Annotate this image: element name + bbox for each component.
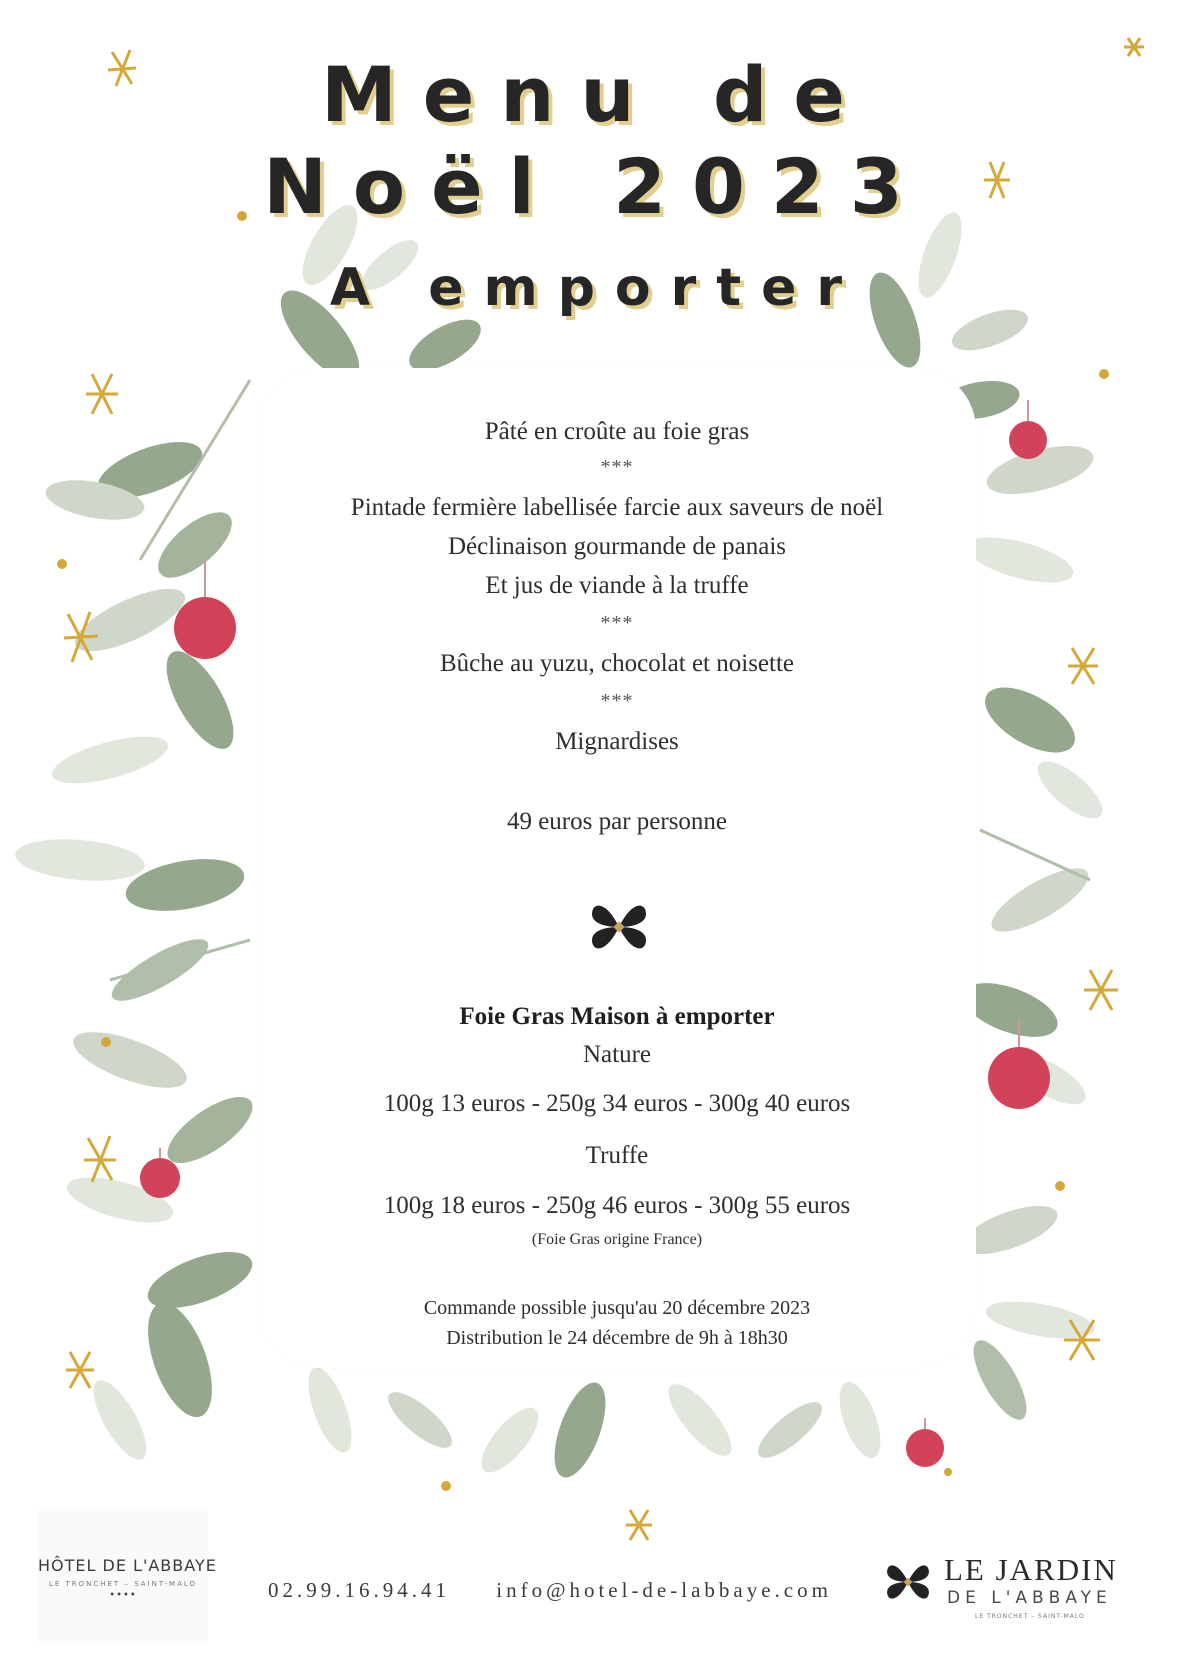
title-line-3: A emporter — [329, 258, 863, 318]
leaves-left — [14, 380, 263, 1467]
hotel-logo-location: LE TRONCHET – SAINT-MALO — [48, 1580, 198, 1588]
hotel-logo-background — [38, 1508, 217, 1643]
jardin-logo-name: LE JARDIN — [944, 1552, 1118, 1587]
foie-gras-truffe-label: Truffe — [585, 1142, 649, 1169]
separator-3: *** — [600, 690, 634, 712]
main-dish-line-2: Déclinaison gourmande de panais — [447, 533, 787, 560]
footer-contact — [230, 1578, 870, 1603]
foie-gras-truffe-prices: 100g 18 euros - 250g 46 euros - 300g 55 euros — [383, 1192, 851, 1219]
phone-number[interactable]: 02.99.16.94.41 — [268, 1578, 451, 1602]
foie-gras-nature-label: Nature — [582, 1041, 652, 1068]
email-link[interactable]: info@hotel-de-labbaye.com — [496, 1578, 832, 1602]
jardin-clover-icon — [884, 1558, 932, 1606]
separator-1: *** — [600, 456, 634, 478]
foie-gras-heading: Foie Gras Maison à emporter — [459, 1003, 775, 1030]
main-dish-line-1: Pintade fermière labellisée farcie aux saveurs de noël — [350, 494, 884, 521]
separator-2: *** — [600, 612, 634, 634]
foie-gras-origin: (Foie Gras origine France) — [531, 1231, 703, 1248]
jardin-logo-sub: DE L'ABBAYE — [947, 1588, 1112, 1608]
leaves-right — [955, 436, 1110, 1427]
order-deadline: Commande possible jusqu'au 20 décembre 2023 — [423, 1297, 811, 1319]
hotel-stars: •••• — [109, 1590, 137, 1601]
starter-dish: Pâté en croûte au foie gras — [484, 418, 750, 445]
leaves-bottom — [300, 1362, 889, 1484]
jardin-logo-location: LE TRONCHET – SAINT-MALO — [975, 1613, 1085, 1620]
hotel-logo-name: HÔTEL DE L'ABBAYE — [38, 1556, 217, 1575]
foie-gras-nature-prices: 100g 13 euros - 250g 34 euros - 300g 40 euros — [383, 1090, 851, 1117]
dessert-dish: Bûche au yuzu, chocolat et noisette — [439, 650, 795, 677]
menu-price: 49 euros par personne — [506, 808, 728, 835]
title-line-1: Menu de — [321, 50, 871, 139]
main-dish-line-3: Et jus de viande à la truffe — [485, 572, 749, 599]
distribution-info: Distribution le 24 décembre de 9h à 18h30 — [446, 1327, 788, 1349]
title-line-2: Noël 2023 — [263, 142, 929, 231]
clover-logo-icon — [588, 896, 650, 958]
mignardises: Mignardises — [555, 728, 679, 755]
